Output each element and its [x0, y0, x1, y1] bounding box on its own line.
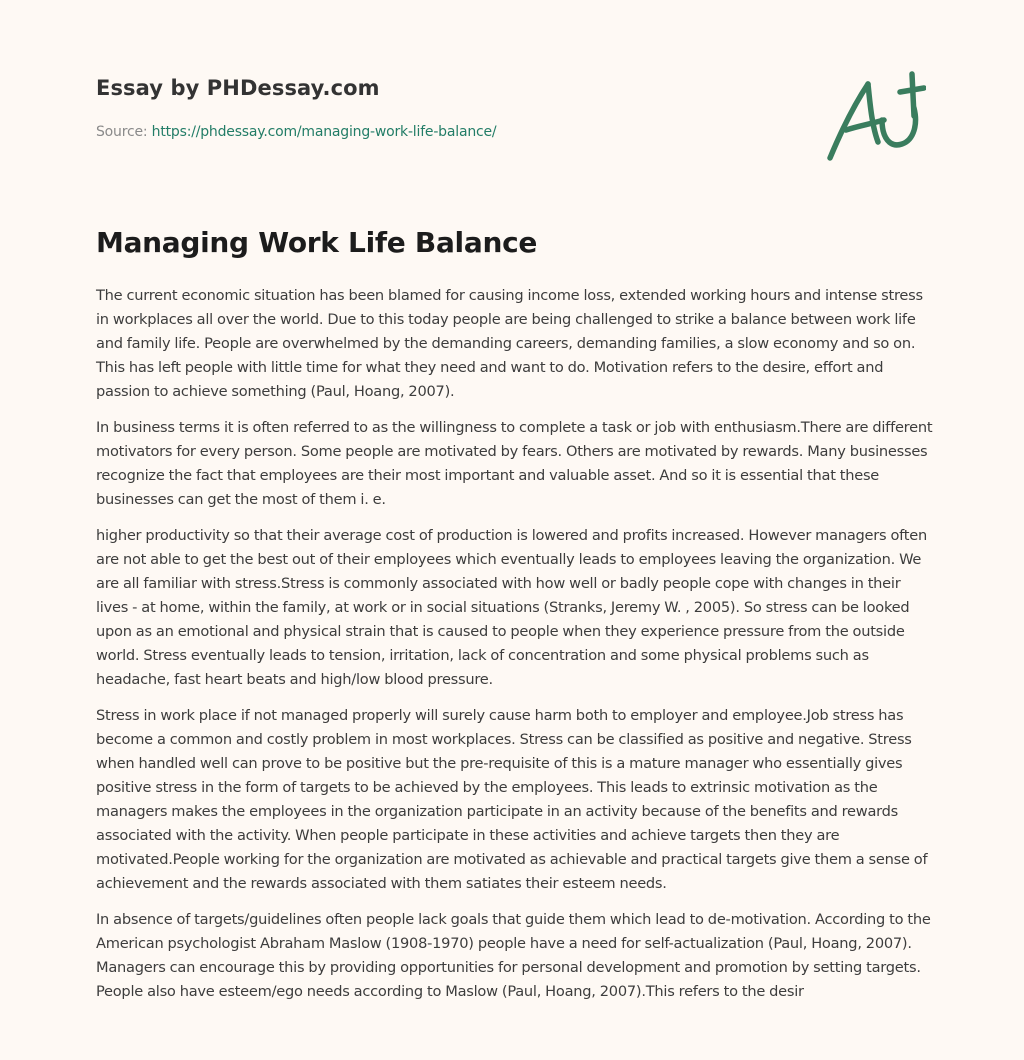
essay-title: Managing Work Life Balance — [96, 226, 538, 259]
essay-paragraph-3: higher productivity so that their average cost of production is lowered and profits increased. However managers often are not able to get the best out of their employees which eventually leads to employees leaving the organization. We are all familiar with stress.Stress is commonly associated with how well or badly people cope with changes in their lives - at home, within the family, at work or in social situations (Stranks, Jeremy W. , 2005). So stress can be looked upon as an emotional and physical strain that is caused to people when they experience pressure from the outside world. Stress eventually leads to tension, irritation, lack of concentration and some physical problems such as headache, fast heart beats and high/low blood pressure. — [96, 527, 927, 688]
essay-body — [96, 284, 936, 1016]
essay-paragraph-1: The current economic situation has been blamed for causing income loss, extended working hours and intense stress in workplaces all over the world. Due to this today people are being challenged to strike a balance between work life and family life. People are overwhelmed by the demanding careers, demanding families, a slow economy and so on. This has left people with little time for what they need and want to do. Motivation refers to the desire, effort and passion to achieve something (Paul, Hoang, 2007). — [96, 287, 923, 400]
site-title: Essay by PHDessay.com — [96, 76, 380, 100]
essay-paragraph-4: Stress in work place if not managed properly will surely cause harm both to employer and employee.Job stress has become a common and costly problem in most workplaces. Stress can be classified as positive and negative. Stress when handled well can prove to be positive but the pre-requisite of this is a mature manager who essentially gives positive stress in the form of targets to be achieved by the employees. This leads to extrinsic motivation as the managers makes the employees in the organization participate in an activity because of the benefits and rewards associated with the activity. When people participate in these activities and achieve targets then they are motivated.People working for the organization are motivated as achievable and practical targets give them a sense of achievement and the rewards associated with them satiates their esteem needs. — [96, 707, 928, 892]
source-line — [96, 124, 496, 140]
source-label: Source: — [96, 124, 152, 140]
essay-paragraph-2: In business terms it is often referred to as the willingness to complete a task or job with enthusiasm.There are different motivators for every person. Some people are motivated by fears. Others are motivated by rewards. Many businesses recognize the fact that employees are their most important and valuable asset. And so it is essential that these businesses can get the most of them i. e. — [96, 419, 933, 508]
essay-paragraph-5: In absence of targets/guidelines often people lack goals that guide them which lead to de-motivation. According to the American psychologist Abraham Maslow (1908-1970) people have a need for self-actualization (Paul, Hoang, 2007). Managers can encourage this by providing opportunities for personal development and promotion by setting targets. People also have esteem/ego needs according to Maslow (Paul, Hoang, 2007).This refers to the desir — [96, 911, 931, 1000]
source-link[interactable]: https://phdessay.com/managing-work-life-balance/ — [151, 124, 497, 140]
a-plus-grade-icon — [826, 68, 926, 164]
